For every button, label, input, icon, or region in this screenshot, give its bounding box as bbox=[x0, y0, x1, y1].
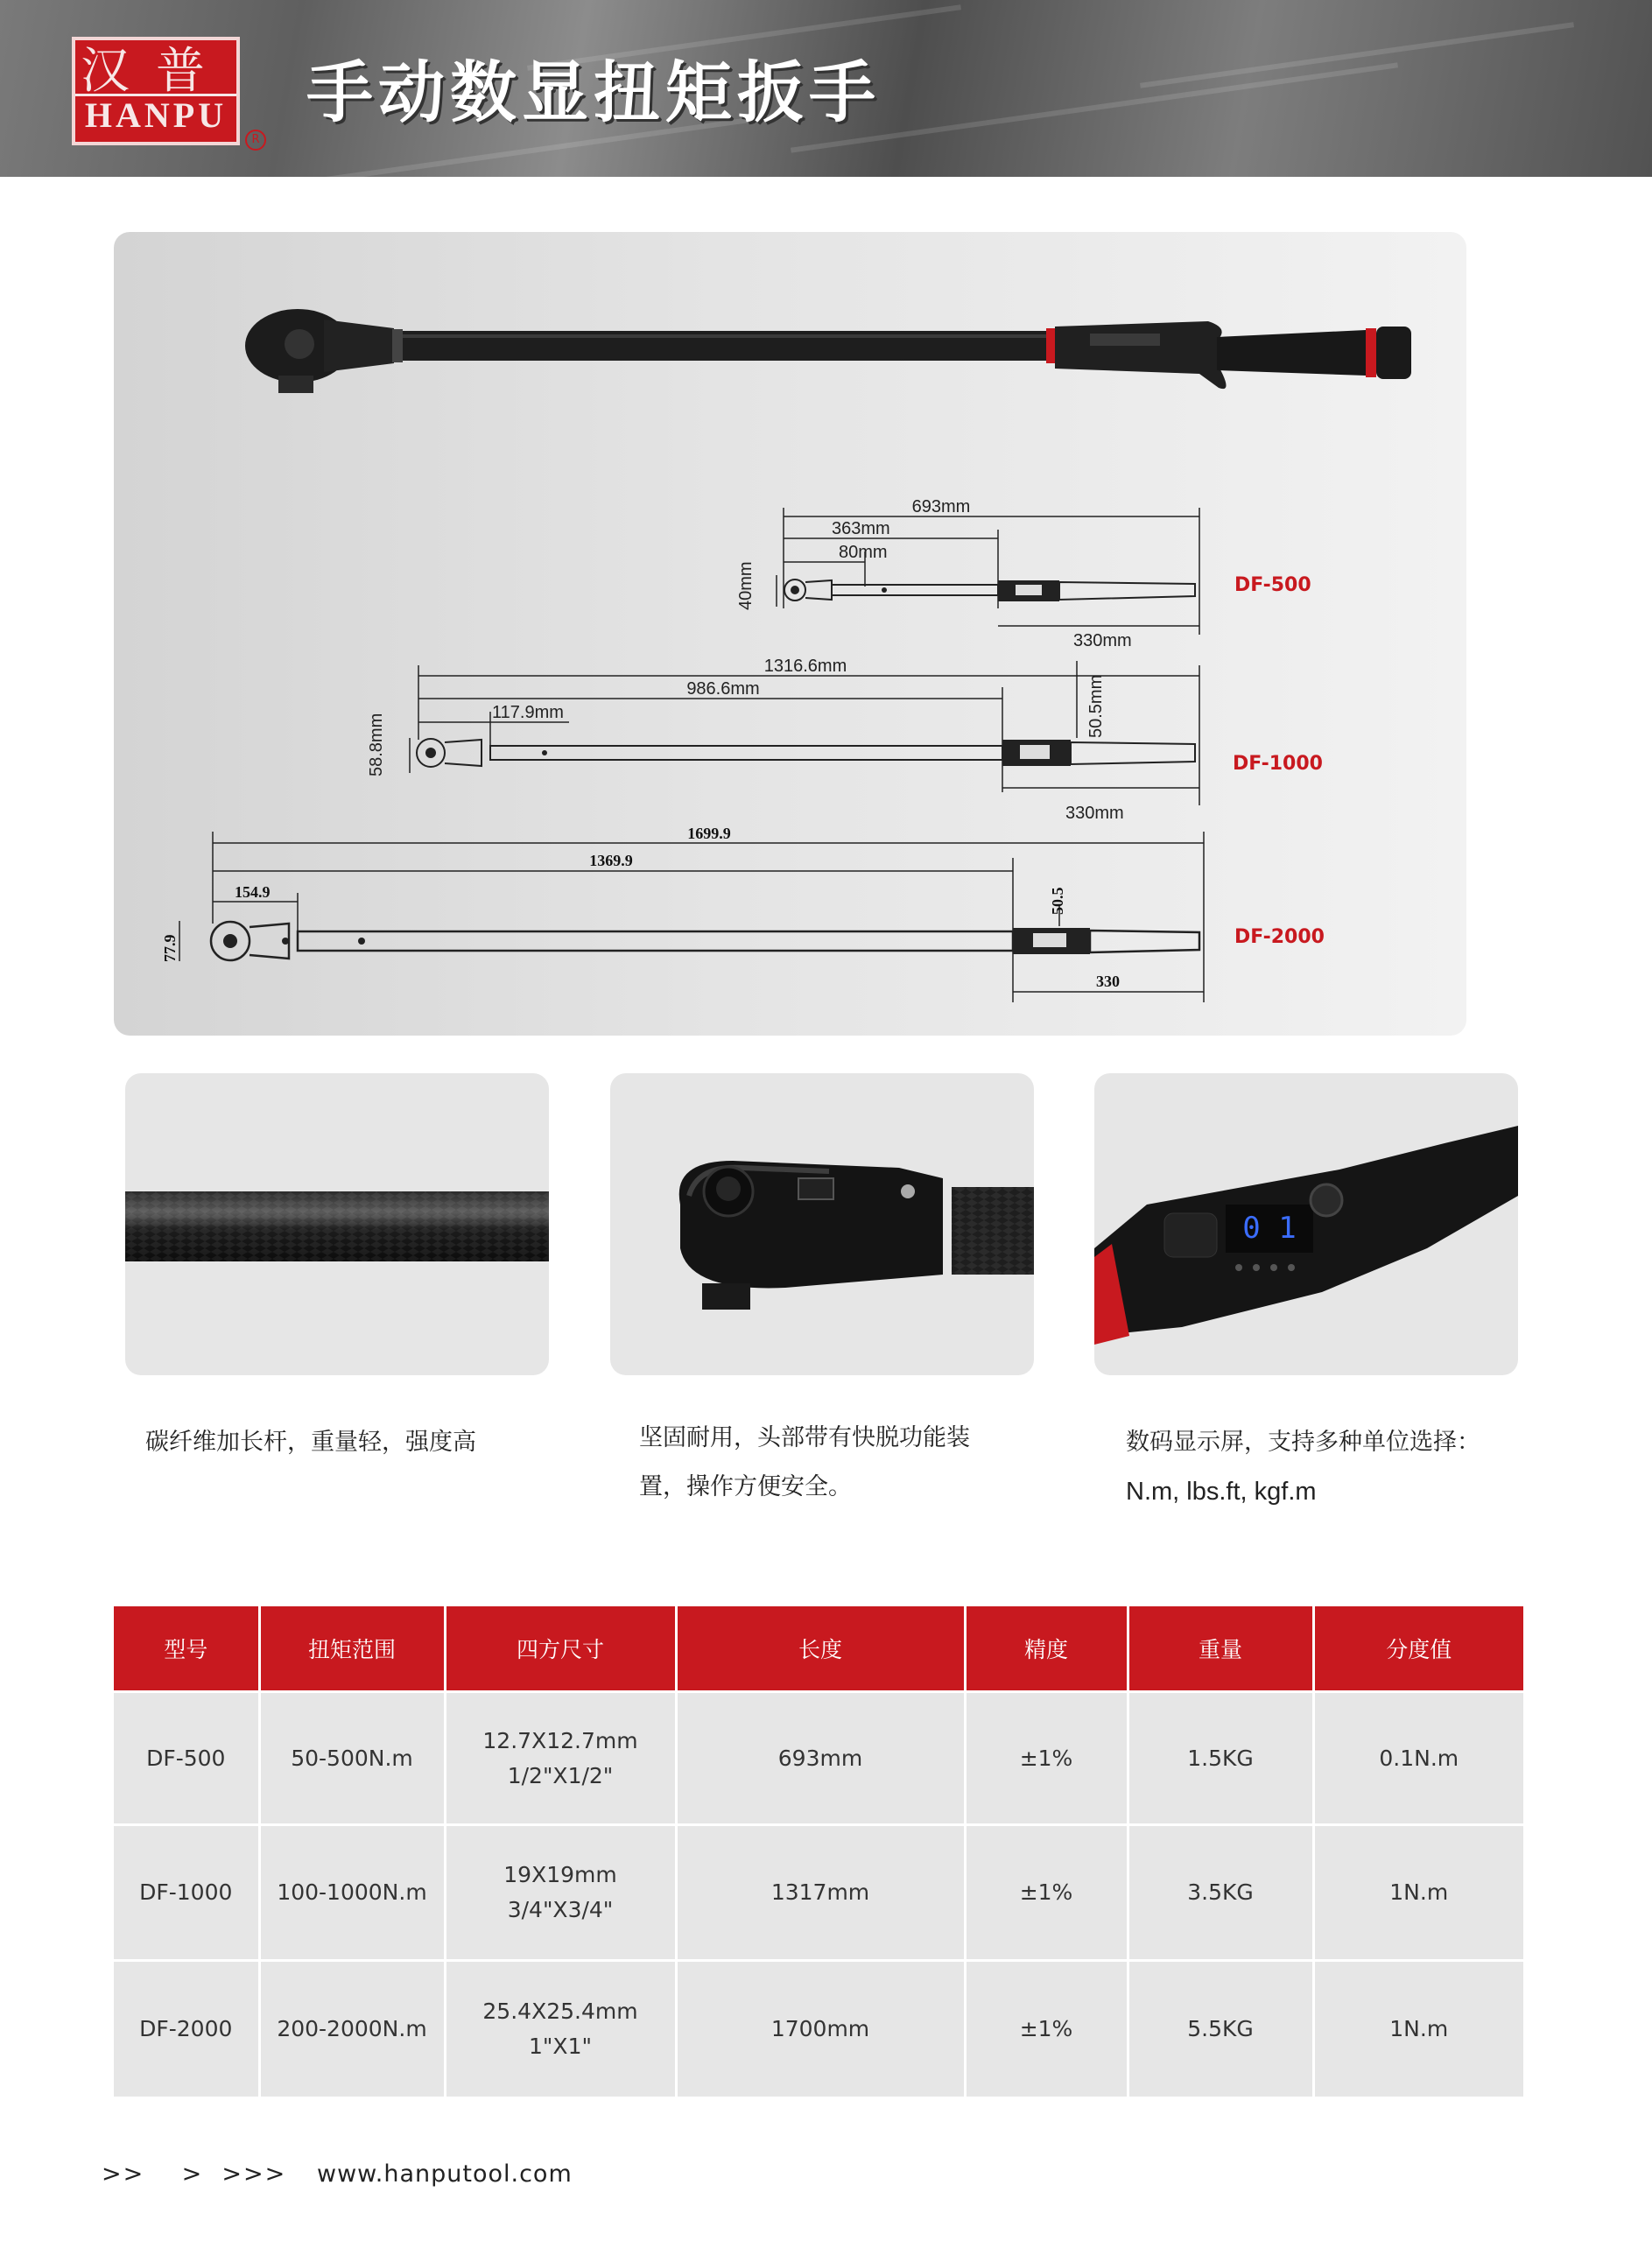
df2000-model-label: DF-2000 bbox=[1234, 926, 1325, 948]
cell-range: 50-500N.m bbox=[259, 1692, 445, 1825]
cell-square-inch: 1"X1" bbox=[529, 2033, 592, 2059]
feature-card-carbon-shaft bbox=[125, 1073, 549, 1375]
df1000-head-length: 117.9mm bbox=[492, 703, 564, 722]
df1000-total-length: 1316.6mm bbox=[763, 657, 847, 676]
df2000-total-length: 1699.9 bbox=[687, 825, 731, 842]
table-row bbox=[114, 1825, 1523, 1961]
df2000-drawing bbox=[161, 825, 1325, 1002]
df1000-model-label: DF-1000 bbox=[1233, 753, 1323, 775]
table-row bbox=[114, 1692, 1523, 1825]
header-length: 长度 bbox=[676, 1606, 965, 1692]
caption-line: 置，操作方便安全。 bbox=[639, 1473, 852, 1500]
feature-caption-head bbox=[639, 1414, 1059, 1512]
cell-length: 693mm bbox=[676, 1692, 965, 1825]
cell-square-metric: 19X19mm bbox=[503, 1862, 617, 1887]
cell-square bbox=[445, 1692, 676, 1825]
cell-length: 1700mm bbox=[676, 1961, 965, 2097]
cell-accuracy: ±1% bbox=[965, 1961, 1128, 2097]
logo-chinese-text: 汉普 bbox=[81, 43, 231, 100]
df2000-display-height: 50.5 bbox=[1049, 887, 1066, 915]
df500-handle-length: 330mm bbox=[1073, 631, 1132, 650]
brand-logo bbox=[72, 37, 240, 145]
caption-line: 坚固耐用，头部带有快脱功能装 bbox=[639, 1424, 970, 1451]
table-header-row bbox=[114, 1606, 1523, 1692]
df1000-display-height: 50.5mm bbox=[1086, 674, 1106, 738]
cell-division: 0.1N.m bbox=[1313, 1692, 1523, 1825]
cell-square-metric: 25.4X25.4mm bbox=[482, 1998, 638, 2024]
header-accuracy: 精度 bbox=[965, 1606, 1128, 1692]
caption-text: 碳纤维加长杆，重量轻，强度高 bbox=[145, 1429, 476, 1456]
feature-caption-carbon bbox=[145, 1418, 566, 1467]
cell-length: 1317mm bbox=[676, 1825, 965, 1961]
caption-line: 数码显示屏，支持多种单位选择： bbox=[1126, 1429, 1480, 1456]
product-panel bbox=[114, 232, 1466, 1036]
feature-card-digital-display bbox=[1094, 1073, 1518, 1375]
cell-model: DF-1000 bbox=[114, 1825, 259, 1961]
df500-head-length: 80mm bbox=[839, 543, 888, 562]
registered-mark: R bbox=[245, 130, 266, 151]
df2000-handle-length: 330 bbox=[1096, 973, 1120, 990]
cell-square bbox=[445, 1961, 676, 2097]
wrench-photo bbox=[245, 309, 1411, 393]
cell-model: DF-500 bbox=[114, 1692, 259, 1825]
df1000-grip-length: 986.6mm bbox=[686, 679, 760, 699]
feature-card-ratchet-head bbox=[610, 1073, 1034, 1375]
cell-accuracy: ±1% bbox=[965, 1692, 1128, 1825]
spec-table bbox=[114, 1606, 1523, 2097]
page-title: 手动数显扭矩扳手 bbox=[306, 53, 881, 131]
logo-english-text: HANPU bbox=[75, 94, 236, 135]
df2000-head-length: 154.9 bbox=[235, 883, 271, 901]
df500-model-label: DF-500 bbox=[1234, 574, 1311, 596]
caption-line: N.m, lbs.ft, kgf.m bbox=[1126, 1478, 1317, 1506]
cell-square-inch: 1/2"X1/2" bbox=[507, 1762, 614, 1788]
cell-square-metric: 12.7X12.7mm bbox=[482, 1727, 638, 1753]
cell-weight: 1.5KG bbox=[1128, 1692, 1313, 1825]
digital-display-photo bbox=[1094, 1073, 1518, 1375]
header-division: 分度值 bbox=[1313, 1606, 1523, 1692]
footer-arrows: >> > >>> bbox=[102, 2160, 287, 2188]
header-weight: 重量 bbox=[1128, 1606, 1313, 1692]
cell-weight: 5.5KG bbox=[1128, 1961, 1313, 2097]
product-drawings bbox=[114, 232, 1466, 1036]
ratchet-head-photo bbox=[610, 1073, 1034, 1375]
header-model: 型号 bbox=[114, 1606, 259, 1692]
cell-division: 1N.m bbox=[1313, 1825, 1523, 1961]
header-torque-range: 扭矩范围 bbox=[259, 1606, 445, 1692]
footer-website-link[interactable]: www.hanputool.com bbox=[317, 2160, 573, 2188]
cell-range: 100-1000N.m bbox=[259, 1825, 445, 1961]
cell-accuracy: ±1% bbox=[965, 1825, 1128, 1961]
carbon-shaft-photo bbox=[125, 1073, 549, 1375]
df2000-head-height: 77.9 bbox=[161, 934, 179, 962]
df1000-drawing bbox=[367, 657, 1323, 823]
df500-drawing bbox=[736, 497, 1311, 650]
feature-caption-display bbox=[1126, 1418, 1546, 1516]
df2000-grip-length: 1369.9 bbox=[589, 852, 633, 869]
cell-range: 200-2000N.m bbox=[259, 1961, 445, 2097]
df500-total-length: 693mm bbox=[911, 497, 971, 516]
cell-weight: 3.5KG bbox=[1128, 1825, 1313, 1961]
df500-grip-length: 363mm bbox=[832, 519, 890, 538]
table-row bbox=[114, 1961, 1523, 2097]
df500-head-height: 40mm bbox=[736, 561, 756, 610]
cell-square bbox=[445, 1825, 676, 1961]
header-square-size: 四方尺寸 bbox=[445, 1606, 676, 1692]
cell-square-inch: 3/4"X3/4" bbox=[507, 1897, 614, 1922]
cell-model: DF-2000 bbox=[114, 1961, 259, 2097]
df1000-handle-length: 330mm bbox=[1065, 804, 1124, 823]
df1000-head-height: 58.8mm bbox=[367, 713, 386, 776]
cell-division: 1N.m bbox=[1313, 1961, 1523, 2097]
display-readout: 0 1 bbox=[1242, 1211, 1297, 1246]
